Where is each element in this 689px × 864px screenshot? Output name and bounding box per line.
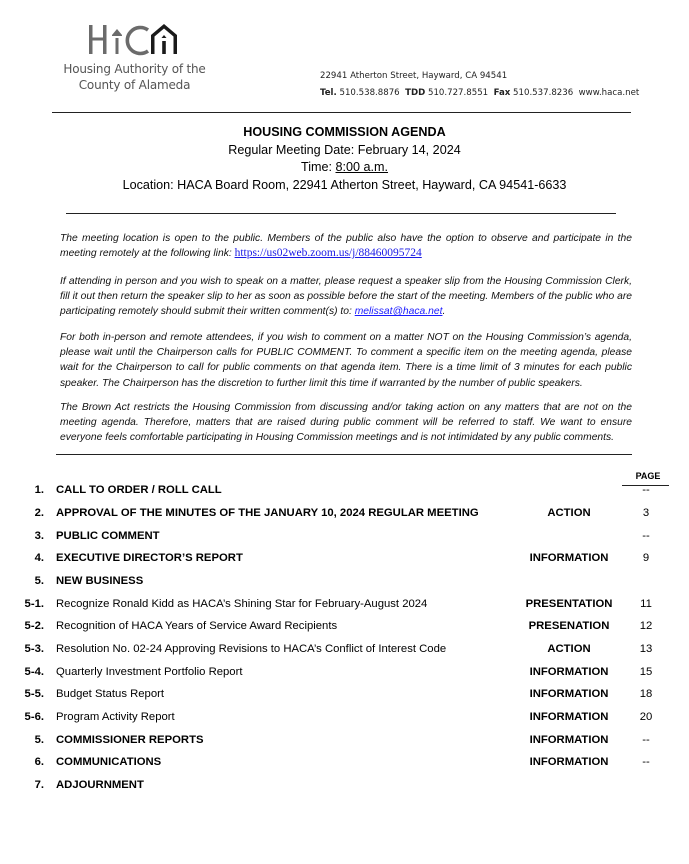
agenda-item-number: 5-5. [24,688,44,700]
agenda-item-page: 12 [639,620,653,632]
agenda-item-number: 3. [34,530,44,542]
notice-text: The Brown Act restricts the Housing Commission from discussing and/or taking action on any matters that are not on the meeting agenda. Therefore, matters that are raised during public comment will be referred to staff. We want to ensure everyone feels comfortable participating in Housing Commission meetings and is not intimidated by any public comments. [60,402,632,444]
contact-info [320,68,639,102]
notice-text: The meeting location is open to the public. Members of the public also have the option to observe and participate in the meeting remotely at the following link: [60,233,632,260]
agenda-item-title: PUBLIC COMMENT [56,530,160,542]
agenda-item-page: 3 [642,507,650,519]
agenda-item-title: Resolution No. 02-24 Approving Revisions to HACA’s Conflict of Interest Code [56,643,447,655]
agenda-item-number: 5-4. [24,666,44,678]
agenda-item [0,507,689,525]
agenda-item [0,734,689,752]
agenda-item-title: COMMUNICATIONS [56,756,162,768]
agenda-item [0,711,689,729]
agenda-item-type: INFORMATION [529,756,609,768]
agenda-item [0,484,689,502]
agenda-item-number: 5-1. [24,598,44,610]
agenda-item-number: 4. [34,552,44,564]
fax-label: Fax [493,88,511,98]
notice-speaker-slip [60,274,632,320]
notice-text-end: . [442,306,446,318]
agenda-item-type: PRESENTATION [525,598,613,610]
agenda-item-type: PRESENATION [528,620,610,632]
agenda-item-type: INFORMATION [529,734,609,746]
zoom-meeting-link[interactable]: https://us02web.zoom.us/j/88460095724 [234,247,422,260]
email-link[interactable]: melissat@haca.net [354,306,443,318]
tel-number: 510.538.8876 [339,88,400,98]
agenda-item-number: 6. [34,756,44,768]
agenda-item-title: APPROVAL OF THE MINUTES OF THE JANUARY 10, 2024 REGULAR MEETING [56,507,479,519]
agenda-item-page: 13 [639,643,653,655]
agenda-heading [0,124,689,194]
agenda-item-title: Recognize Ronald Kidd as HACA’s Shining Star for February-August 2024 [56,598,428,610]
agenda-item-number: 5. [34,734,44,746]
agenda-item [0,688,689,706]
agenda-item-page: -- [642,734,650,746]
header-divider [52,112,631,113]
agenda-item-type: ACTION [547,643,591,655]
agenda-item-page: 18 [639,688,653,700]
notices-divider [56,454,632,455]
page-column-header: PAGE [635,471,661,481]
agenda-item-title: Quarterly Investment Portfolio Report [56,666,243,678]
agenda-item-page: 15 [639,666,653,678]
time-value: 8:00 a.m. [335,160,389,174]
phone-line [320,85,639,102]
heading-divider [66,213,616,214]
agenda-item [0,666,689,684]
notice-text: For both in-person and remote attendees, if you wish to comment on a matter NOT on the Housing Commission’s agenda, please wait until the Chairperson calls for PUBLIC COMMENT. To comment a specific item on the meeting agenda, please wait for the Chairperson to call for public comments on that agenda item. There is a time limit of 3 minutes for each public speaker. The Chairperson has the discretion to further limit this time if warranted by the number of public speakers. [60,332,632,389]
agenda-item [0,552,689,570]
agenda-item-number: 2. [34,507,44,519]
agenda-item [0,756,689,774]
agenda-item-type: ACTION [547,507,591,519]
agenda-item-number: 5-6. [24,711,44,723]
agenda-item-type: INFORMATION [529,711,609,723]
website: www.haca.net [578,88,640,98]
meeting-location: Location: HACA Board Room, 22941 Atherton Street, Hayward, CA 94541-6633 [122,177,567,192]
agenda-item-title: NEW BUSINESS [56,575,144,587]
agenda-item-type: INFORMATION [529,666,609,678]
haca-logo-icon [88,22,180,56]
agenda-item-number: 1. [34,484,44,496]
agenda-item-title: Budget Status Report [56,688,165,700]
organization-name [62,61,207,93]
agenda-item [0,620,689,638]
page-title: HOUSING COMMISSION AGENDA [243,125,446,139]
agenda-item [0,575,689,593]
agenda-item-page: 11 [640,598,652,610]
time-label: Time: [300,160,336,174]
notice-remote-participation [60,231,632,261]
tdd-label: TDD [405,88,426,98]
notice-brown-act [60,400,632,446]
agenda-item-title: COMMISSIONER REPORTS [56,734,204,746]
meeting-time [0,159,689,177]
agenda-item [0,779,689,797]
address: 22941 Atherton Street, Hayward, CA 94541 [320,71,508,81]
meeting-date: Regular Meeting Date: February 14, 2024 [228,142,461,157]
org-name-line1: Housing Authority of the [63,62,206,76]
agenda-item-type: INFORMATION [529,688,609,700]
agenda-item-page: 9 [642,552,650,564]
fax-number: 510.537.8236 [513,88,574,98]
agenda-item-page: -- [642,756,650,768]
agenda-item-number: 7. [34,779,44,791]
agenda-item-title: CALL TO ORDER / ROLL CALL [56,484,222,496]
agenda-item-page: -- [642,484,650,496]
tel-label: Tel. [320,88,337,98]
agenda-item-title: Recognition of HACA Years of Service Award Recipients [56,620,338,632]
agenda-item-number: 5-3. [24,643,44,655]
agenda-item-title: ADJOURNMENT [56,779,144,791]
notice-text: If attending in person and you wish to speak on a matter, please request a speaker slip from the Housing Commission Clerk, fill it out then return the speaker slip to her as soon as possible before the start of the meeting. Members of the public who are participating remotely should submit their written comment(s) to: [60,276,632,318]
agenda-item-page: -- [642,530,650,542]
agenda-item-type: INFORMATION [529,552,609,564]
agenda-item-page: 20 [639,711,653,723]
agenda-item [0,643,689,661]
agenda-item [0,598,689,616]
agenda-item-number: 5-2. [24,620,44,632]
org-name-line2: County of Alameda [78,78,191,92]
agenda-item [0,530,689,548]
tdd-number: 510.727.8551 [427,88,489,98]
agenda-item-title: EXECUTIVE DIRECTOR’S REPORT [56,552,243,564]
agenda-item-title: Program Activity Report [56,711,175,723]
agenda-item-number: 5. [34,575,44,587]
notice-public-comment [60,330,632,391]
